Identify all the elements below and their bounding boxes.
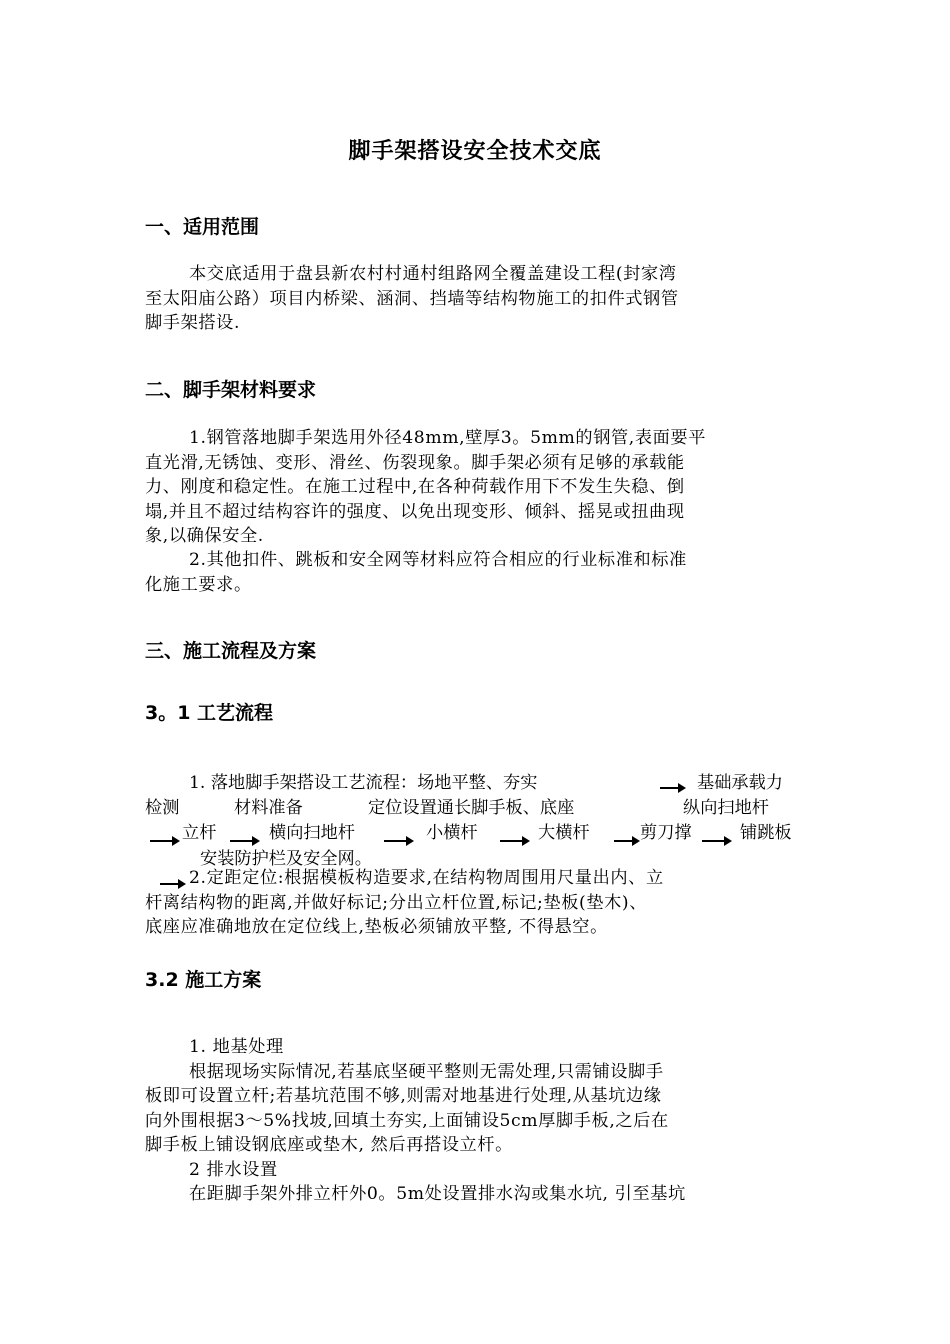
text-line: 直光滑,无锈蚀、变形、滑丝、伤裂现象。脚手架必须有足够的承载能 [145,452,685,473]
text-line: 2.定距定位:根据模板构造要求,在结构物周围用尺量出内、立 [189,868,664,888]
text-line: 脚手架搭设. [145,313,241,333]
foundation-section [145,1035,810,1207]
section-heading-scope: 一、适用范围 [145,216,260,238]
text-line: 底座应准确地放在定位线上,垫板必须铺放平整, 不得悬空。 [145,917,608,937]
section-heading-process: 三、施工流程及方案 [145,640,317,662]
text-line: 化施工要求。 [145,574,252,595]
flow-step: 纵向扫地杆 [683,798,769,818]
text-line: 板即可设置立杆;若基坑范围不够,则需对地基进行处理,从基坑边缘 [145,1086,662,1106]
text-line: 根据现场实际情况,若基底坚硬平整则无需处理,只需铺设脚手 [189,1061,664,1082]
item-title: 2 排水设置 [189,1159,278,1180]
scope-paragraph [145,262,810,336]
text-line: 脚手板上铺设钢底座或垫木, 然后再搭设立杆。 [145,1135,513,1155]
flow-arrow [500,840,528,842]
flow-step: 定位设置通长脚手板、底座 [368,798,575,818]
text-line: 向外围根据3～5%找坡,回填土夯实,上面铺设5cm厚脚手板,之后在 [145,1110,669,1131]
text-line: 力、刚度和稳定性。在施工过程中,在各种荷载作用下不发生失稳、倒 [145,477,685,497]
text-line: 1.钢管落地脚手架选用外径48mm,壁厚3。5mm的钢管,表面要平 [189,428,706,448]
flow-arrow [150,840,178,842]
positioning-paragraph [145,866,810,940]
flow-step: 安装防护栏及安全网。 [200,849,372,869]
flow-arrow [230,840,258,842]
flow-step: 剪刀撑 [640,823,692,843]
flow-step: 铺跳板 [740,823,792,843]
subsection-heading-workflow: 3。1 工艺流程 [145,702,274,724]
flow-step: 横向扫地杆 [269,823,355,843]
flow-step: 立杆 [182,823,217,843]
flow-step: 检测 [145,798,180,818]
text-line: 塌,并且不超过结构容许的强度、以免出现变形、倾斜、摇晃或扭曲现 [145,501,685,522]
flow-arrow [384,840,412,842]
flow-arrow [702,840,730,842]
text-line: 本交底适用于盘县新农村村通村组路网全覆盖建设工程(封家湾 [189,264,677,284]
section-heading-materials: 二、脚手架材料要求 [145,379,317,401]
flow-intro: 1. 落地脚手架搭设工艺流程：场地平整、夯实 [189,773,538,793]
materials-paragraph-1 [145,426,810,549]
flow-arrow [660,787,684,789]
text-line: 杆离结构物的距离,并做好标记;分出立杆位置,标记;垫板(垫木)、 [145,892,647,913]
text-line: 2.其他扣件、跳板和安全网等材料应符合相应的行业标准和标准 [189,550,687,570]
flow-step: 基础承载力 [697,773,783,793]
text-line: 在距脚手架外排立杆外0。5m处设置排水沟或集水坑, 引至基坑 [189,1184,686,1204]
flow-step: 材料准备 [234,798,303,818]
text-line: 象,以确保安全. [145,526,264,546]
flow-step: 大横杆 [538,823,590,843]
flow-step: 小横杆 [426,823,478,843]
materials-paragraph-2 [145,548,810,597]
document-title: 脚手架搭设安全技术交底 [348,139,602,164]
text-line: 至太阳庙公路）项目内桥梁、涵洞、挡墙等结构物施工的扣件式钢管 [145,288,679,309]
subsection-heading-plan: 3.2 施工方案 [145,969,262,991]
flow-arrow [614,840,638,842]
item-title: 1. 地基处理 [189,1037,284,1057]
